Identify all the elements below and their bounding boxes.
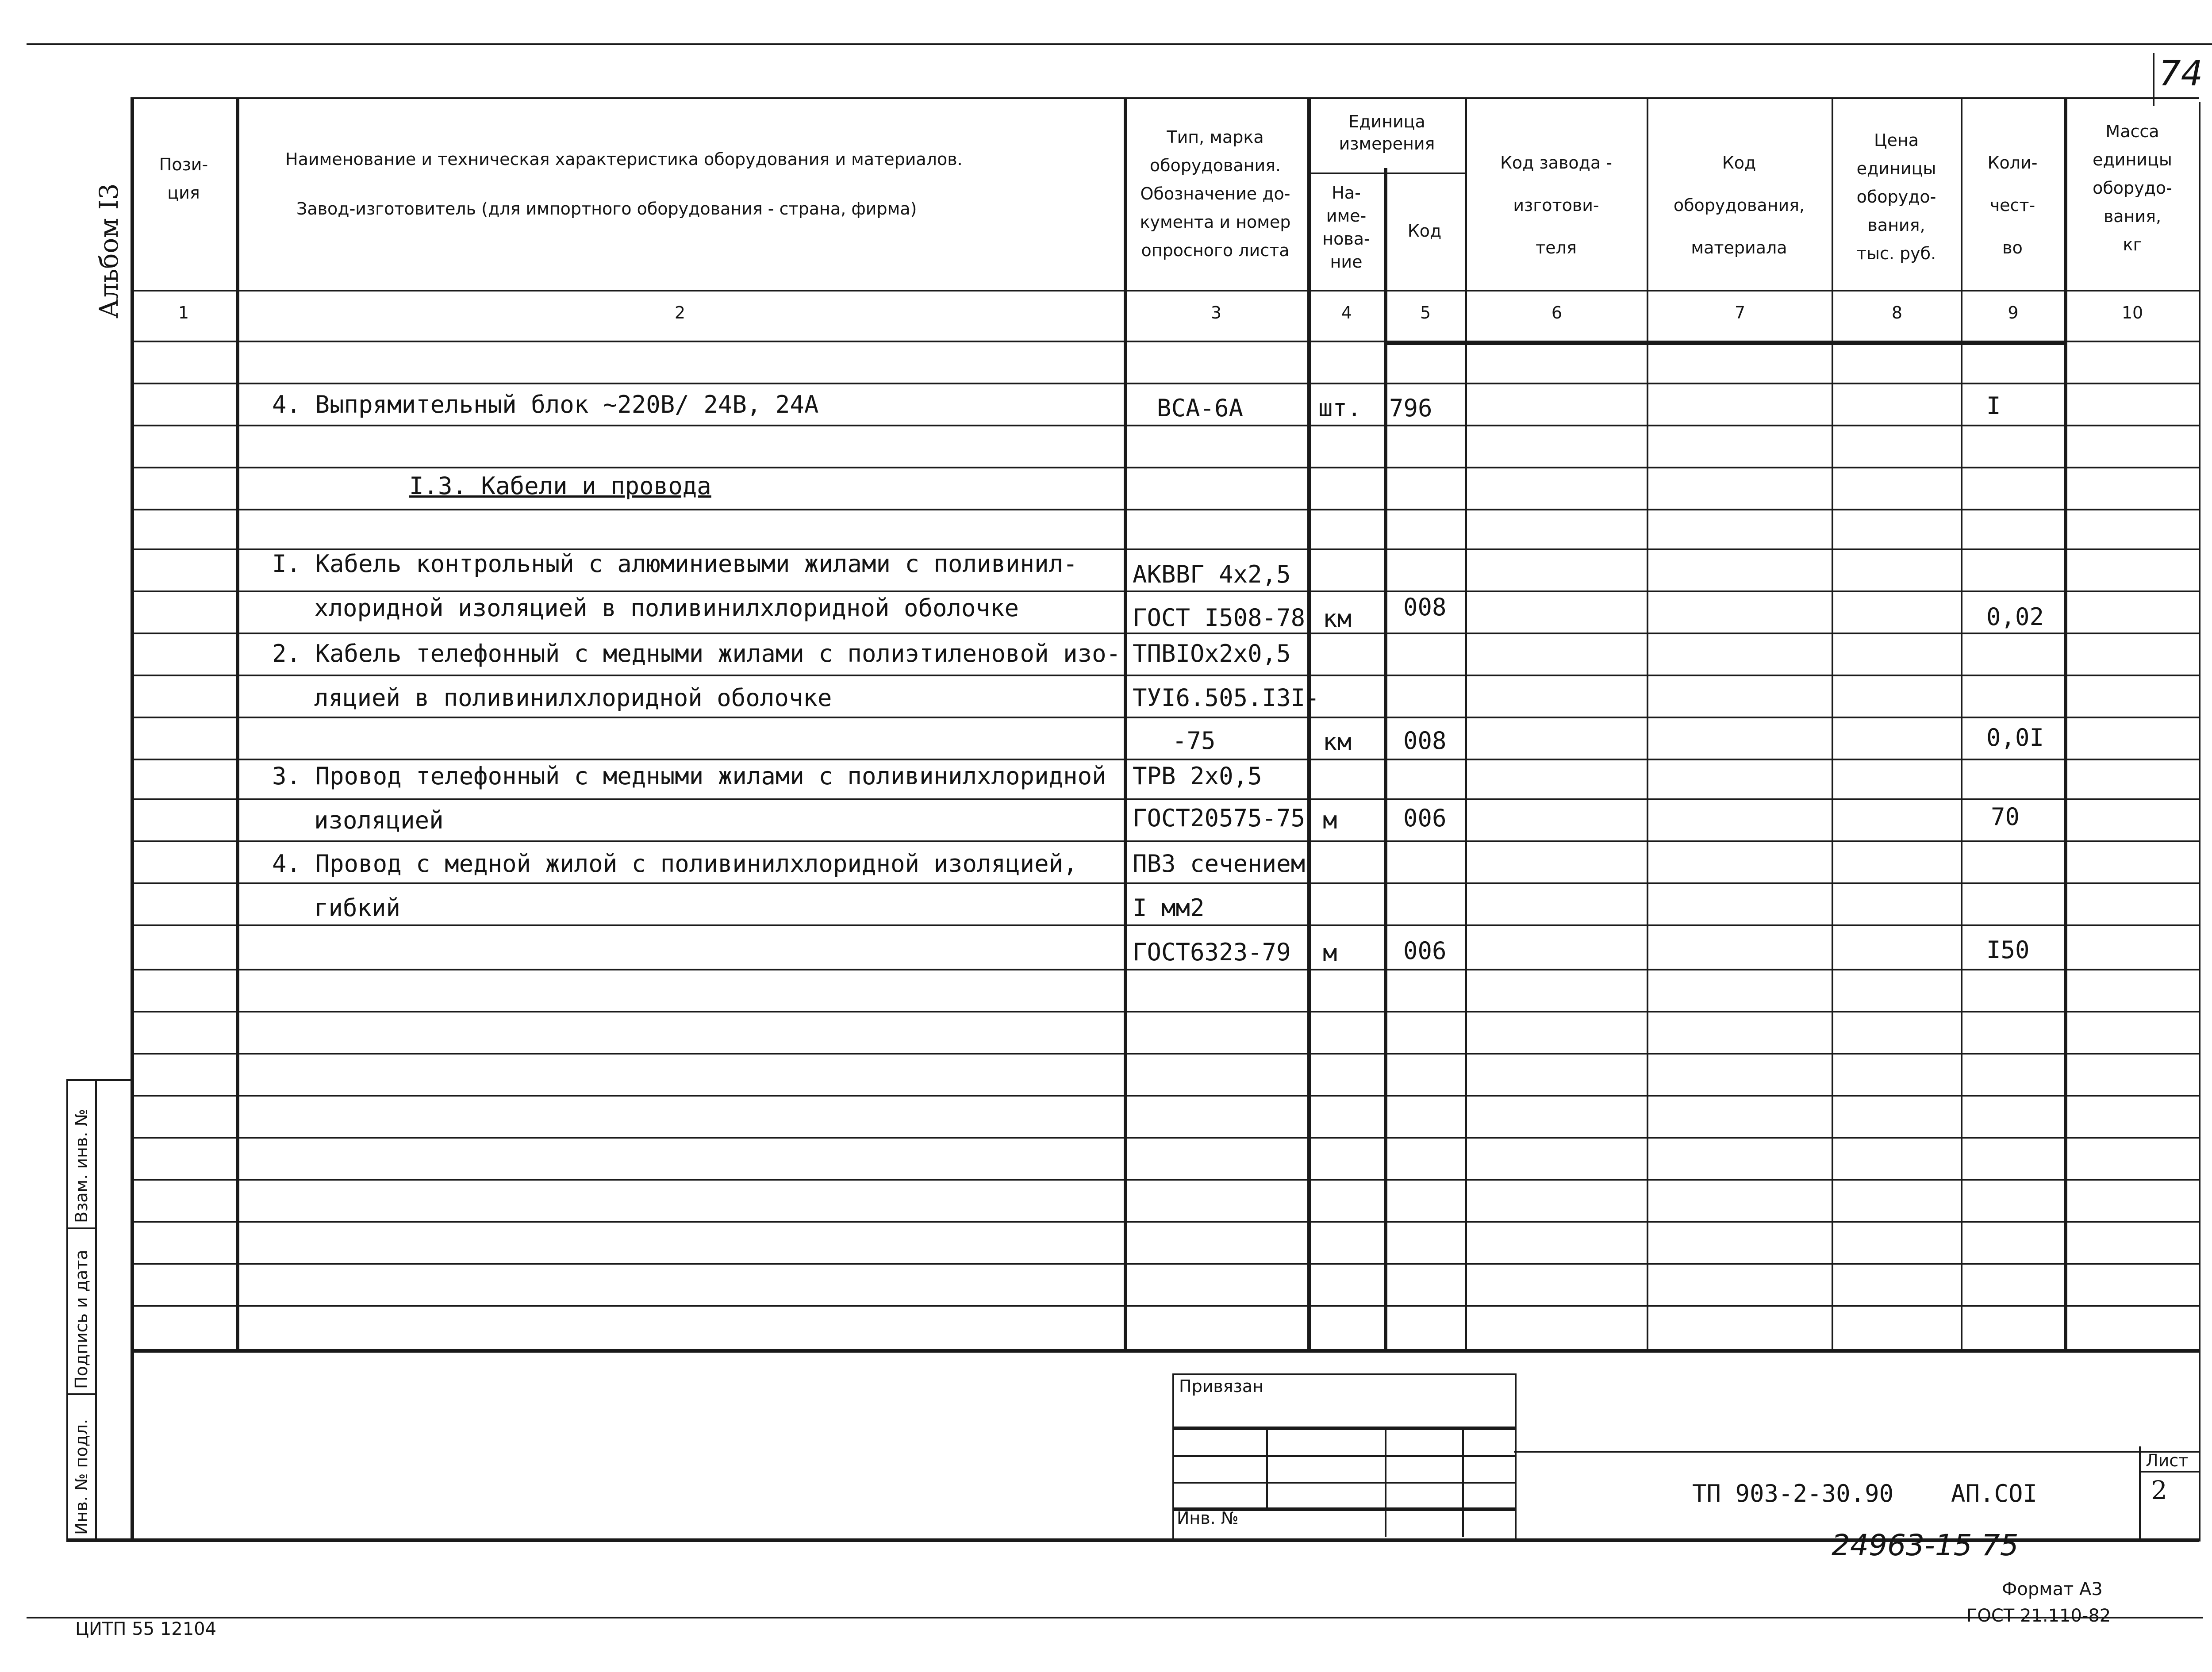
- row-9-code: 006: [1403, 804, 1447, 832]
- row-line: [131, 1263, 2199, 1265]
- header-position: Пози- ция: [159, 155, 208, 203]
- document-designation: ТП 903-2-30.90: [1692, 1480, 1894, 1507]
- side-strip-left: [66, 1079, 68, 1539]
- row-12-type: ГОСТ6323-79: [1133, 938, 1291, 966]
- col-sep-5: [1465, 97, 1467, 1349]
- row-12-code: 006: [1403, 937, 1447, 965]
- sheet-number: 2: [2151, 1475, 2167, 1505]
- col-sep-1: [236, 97, 239, 1349]
- row-3-name: I. Кабель контрольный с алюминиевыми жилами с поливинил-: [272, 550, 1078, 578]
- side-label-inv-podl: Инв. № подл.: [72, 1419, 91, 1535]
- row-4-code: 008: [1403, 593, 1447, 621]
- row-line: [131, 1053, 2199, 1055]
- row-line: [131, 969, 2199, 970]
- footer-line: [27, 1617, 2203, 1618]
- row-line: [131, 1179, 2199, 1181]
- col-sep-8: [1961, 97, 1962, 1349]
- handwritten-number: 24963-15 75: [1832, 1528, 2019, 1562]
- header-price: Цена единицы оборудо- вания, тыс. руб.: [1856, 130, 1936, 263]
- table-right-border: [2199, 102, 2200, 1542]
- side-strip-sep1: [66, 1227, 95, 1229]
- album-label: Альбом I3: [94, 183, 124, 318]
- row-5-name: 2. Кабель телефонный с медными жилами с полиэтиленовой изо-: [272, 640, 1121, 667]
- col-number-3: 3: [1210, 303, 1222, 322]
- citp-label: ЦИТП 55 12104: [75, 1619, 217, 1639]
- row-4-name: хлоридной изоляцией в поливинилхлоридной оболочке: [314, 594, 1019, 622]
- header-factory-code: Код завода - изготови- теля: [1500, 153, 1613, 257]
- table-bottom-line: [131, 1349, 2199, 1353]
- row-7-type: -75: [1172, 727, 1216, 755]
- row-1-code: 796: [1389, 394, 1432, 422]
- row-10-name: 4. Провод с медной жилой с поливинилхлоридной изоляцией,: [272, 850, 1078, 878]
- col-sep-6: [1647, 97, 1648, 1349]
- side-label-podpis: Подпись и дата: [72, 1250, 91, 1389]
- header-quantity: Коли- чест- во: [1987, 153, 2038, 257]
- side-label-vzam: Взам. инв. №: [72, 1108, 91, 1223]
- privyazan-col-3: [1462, 1427, 1464, 1537]
- page-number: 74: [2159, 54, 2203, 94]
- row-line: [131, 675, 2199, 676]
- row-4-qty: 0,02: [1986, 603, 2044, 631]
- row-line: [131, 840, 2199, 842]
- col-sep-2: [1124, 97, 1127, 1349]
- header-type: Тип, марка оборудования. Обозначение до- кумента и номер опросного листа: [1140, 127, 1291, 260]
- row-1-unit: шт.: [1318, 394, 1362, 422]
- privyazan-col-1: [1266, 1427, 1268, 1508]
- frame-top: [1384, 341, 2067, 345]
- row-line: [131, 882, 2199, 884]
- row-6-name: ляцией в поливинилхлоридной оболочке: [314, 684, 832, 712]
- document-code: АП.СОI: [1951, 1480, 2038, 1507]
- row-10-type: ПВЗ сечением: [1133, 850, 1306, 878]
- row-9-qty: 70: [1991, 803, 2020, 831]
- row-11-type: I мм2: [1133, 894, 1205, 922]
- col-number-5: 5: [1420, 303, 1431, 322]
- row-line: [131, 1305, 2199, 1307]
- row-11-name: гибкий: [314, 894, 401, 922]
- row-9-name: изоляцией: [314, 806, 444, 834]
- col-number-7: 7: [1734, 303, 1746, 322]
- row-line: [131, 798, 2199, 800]
- row-line: [131, 1011, 2199, 1012]
- header-unit-code: Код: [1407, 221, 1442, 241]
- row-3-type: АКВВГ 4х2,5: [1133, 560, 1291, 588]
- col-number-4: 4: [1341, 303, 1352, 322]
- row-1-name: 4. Выпрямительный блок ~220В/ 24В, 24А: [272, 391, 819, 418]
- row-line: [131, 383, 2199, 384]
- col-sep-7: [1832, 97, 1833, 1349]
- section-text: I.3. Кабели и провода: [409, 472, 711, 500]
- row-7-qty: 0,0I: [1986, 724, 2044, 752]
- unit-group-line: [1307, 173, 1465, 174]
- col-number-2: 2: [674, 303, 686, 322]
- header-equipment-code: Код оборудования, материала: [1673, 153, 1805, 257]
- sheet-box-left: [2139, 1446, 2141, 1538]
- col-sep-3: [1307, 97, 1311, 1349]
- format-label: Формат А3: [2002, 1579, 2103, 1599]
- header-top-line: [131, 97, 2199, 99]
- row-7-code: 008: [1403, 727, 1447, 755]
- row-9-type: ГОСТ20575-75: [1133, 804, 1306, 832]
- header-unit-name: На- име- нова- ние: [1322, 183, 1370, 272]
- sheet-box-sep: [2139, 1471, 2199, 1473]
- row-line: [131, 591, 2199, 592]
- row-line: [131, 1221, 2199, 1223]
- row-line: [131, 759, 2199, 760]
- side-strip-top: [66, 1079, 131, 1081]
- side-strip-mid: [95, 1079, 97, 1539]
- header-name-line2: Завод-изготовитель (для импортного оборудования - страна, фирма): [296, 199, 917, 219]
- privyazan-label: Привязан: [1179, 1377, 1263, 1396]
- row-8-name: 3. Провод телефонный с медными жилами с поливинилхлоридной: [272, 762, 1106, 790]
- col-number-1: 1: [178, 303, 189, 322]
- col-number-6: 6: [1551, 303, 1563, 322]
- row-line: [131, 509, 2199, 510]
- row-12-unit: м: [1323, 939, 1337, 967]
- col-number-10: 10: [2121, 303, 2143, 322]
- row-6-type: ТУI6.505.I3I-: [1133, 684, 1320, 712]
- row-line: [131, 1095, 2199, 1097]
- sheet-label: Лист: [2146, 1451, 2189, 1470]
- row-5-type: ТПВIОх2х0,5: [1133, 640, 1291, 667]
- section-title: [409, 471, 711, 502]
- row-line: [131, 467, 2199, 468]
- row-1-type: ВСА-6А: [1157, 394, 1244, 422]
- header-mass: Масса единицы оборудо- вания, кг: [2093, 122, 2172, 254]
- row-9-unit: м: [1323, 806, 1337, 834]
- row-line: [131, 924, 2199, 926]
- col-number-9: 9: [2008, 303, 2019, 322]
- side-strip-sep2: [66, 1393, 95, 1395]
- row-1-qty: I: [1986, 392, 2001, 420]
- row-line: [131, 1137, 2199, 1139]
- col-sep-9: [2064, 97, 2067, 1349]
- gost-label: ГОСТ 21.110-82: [1966, 1606, 2111, 1626]
- col-number-8: 8: [1891, 303, 1903, 322]
- row-8-type: ТРВ 2х0,5: [1133, 762, 1262, 790]
- title-block-top: [1514, 1451, 2199, 1453]
- header-bottom-line: [131, 290, 2199, 291]
- row-line: [131, 717, 2199, 718]
- privyazan-col-2: [1385, 1427, 1386, 1537]
- top-border: [27, 43, 2212, 45]
- row-line: [131, 425, 2199, 426]
- row-12-qty: I50: [1986, 936, 2030, 964]
- row-4-unit: км: [1323, 605, 1352, 633]
- header-unit-group: Единица измерения: [1339, 112, 1435, 153]
- row-4-type: ГОСТ I508-78: [1133, 604, 1306, 632]
- inv-no-label: Инв. №: [1177, 1508, 1239, 1528]
- header-name-line1: Наименование и техническая характеристика оборудования и материалов.: [285, 150, 963, 169]
- row-7-unit: км: [1323, 728, 1352, 756]
